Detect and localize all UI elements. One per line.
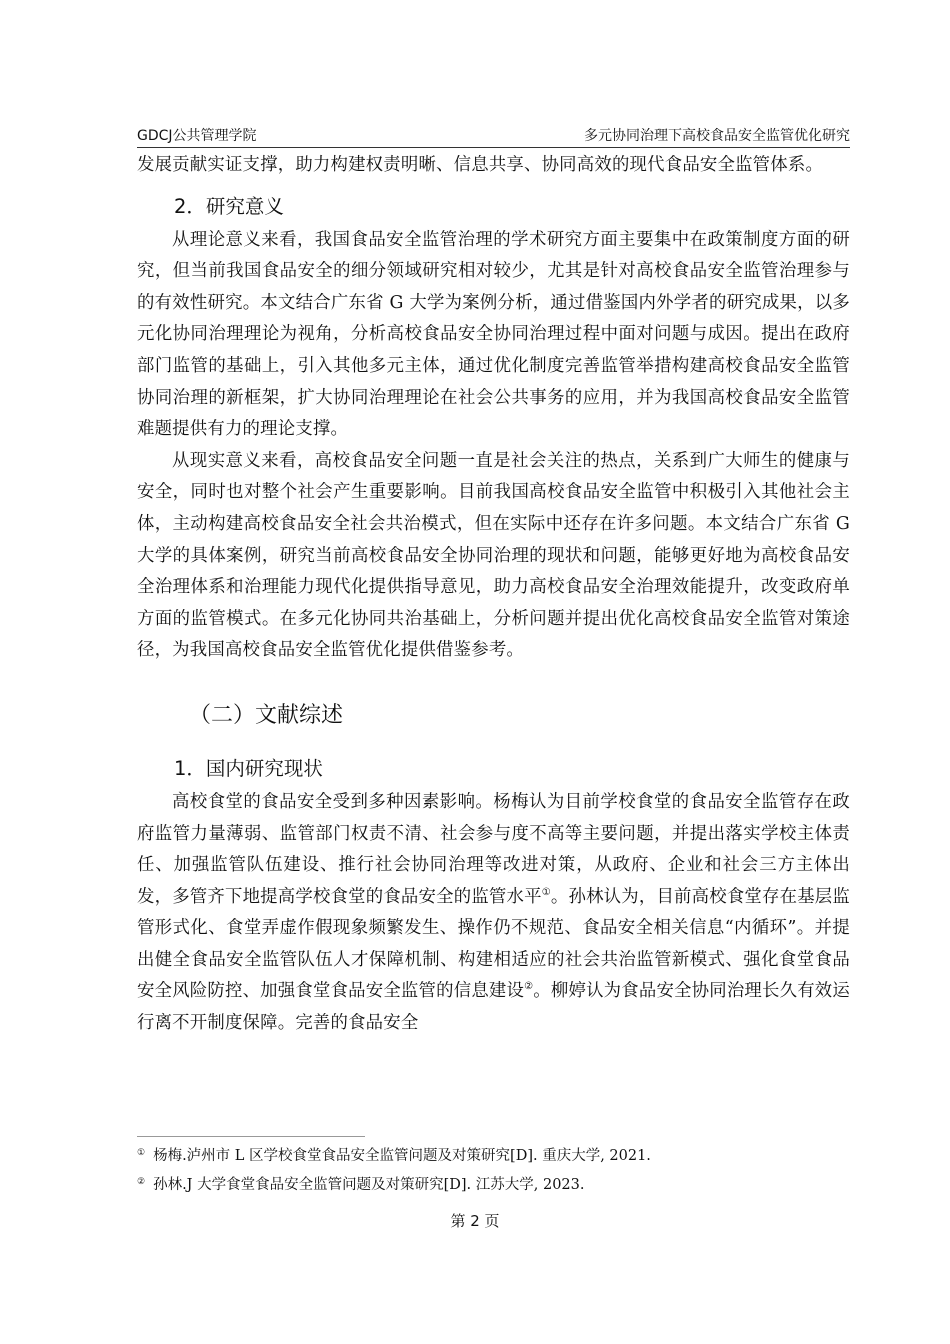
footnote-ref-2[interactable]: ② — [524, 981, 534, 993]
header-title: 多元协同治理下高校食品安全监管优化研究 — [584, 128, 850, 144]
header-divider — [137, 147, 850, 148]
footnote-1 — [137, 1143, 850, 1166]
main-text — [137, 150, 850, 1040]
paragraph-continuation: 发展贡献实证支撑，助力构建权责明晰、信息共享、协同高效的现代食品安全监管体系。 — [137, 155, 824, 175]
paragraph-text-part1: 高校食堂的食品安全受到多种因素影响。杨梅认为目前学校食堂的食品安全监管存在政府监管力量薄弱、监管部门权责不清、社会参与度不高等主要问题，并提出落实学校主体责任、加强监管队伍建设、推行社会协同治理等改进对策，从政府、企业和社会三方主体出发，多管齐下地提高学校食堂的食品安全的监管水平 — [137, 791, 850, 907]
paragraph-theoretical-significance: 从理论意义来看，我国食品安全监管治理的学术研究方面主要集中在政策制度方面的研究，但当前我国食品安全的细分领域研究相对较少，尤其是针对高校食品安全监管治理参与的有效性研究。本文结合广东省 G 大学为案例分析，通过借鉴国内外学者的研究成果，以多元化协同治理理论为视角，分析高校食品安全协同治理过程中面对问题与成因。提出在政府部门监管的基础上，引入其他多元主体，通过优化制度完善监管举措构建高校食品安全监管协同治理的新框架，扩大协同治理理论在社会公共事务的应用，并为我国高校食品安全监管难题提供有力的理论支撑。 — [137, 229, 850, 440]
footnote-text: 杨梅.泸州市 L 区学校食堂食品安全监管问题及对策研究[D]. 重庆大学, 2021. — [153, 1148, 651, 1164]
header-institution: GDCJ公共管理学院 — [137, 128, 257, 144]
footnote-mark: ① — [137, 1148, 146, 1158]
heading-research-significance: 2．研究意义 — [174, 194, 284, 218]
footnote-divider — [137, 1136, 365, 1137]
footnote-mark: ② — [137, 1177, 146, 1187]
footnote-2 — [137, 1172, 850, 1195]
page-header — [137, 125, 850, 147]
paragraph-practical-significance: 从现实意义来看，高校食品安全问题一直是社会关注的热点，关系到广大师生的健康与安全，同时也对整个社会产生重要影响。目前我国高校食品安全监管中积极引入其他社会主体，主动构建高校食品安全社会共治模式，但在实际中还存在许多问题。本文结合广东省 G 大学的具体案例，研究当前高校食品安全协同治理的现状和问题，能够更好地为高校食品安全治理体系和治理能力现代化提供指导意见，助力高校食品安全治理效能提升，改变政府单方面的监管模式。在多元化协同共治基础上，分析问题并提出优化高校食品安全监管对策途径，为我国高校食品安全监管优化提供借鉴参考。 — [137, 450, 850, 661]
page-number: 第 2 页 — [450, 1212, 500, 1230]
footnote-text: 孙林.J 大学食堂食品安全监管问题及对策研究[D]. 江苏大学, 2023. — [153, 1177, 585, 1193]
paragraph-domestic-research — [137, 787, 850, 1040]
footnote-ref-1[interactable]: ① — [541, 886, 551, 898]
paragraph-text-part2: 。孙林认为，目前高校食堂存在基层监管形式化、食堂弄虚作假现象频繁发生、操作仍不规范、食品安全相关信息“内循环”。并提出健全食品安全监管队伍人才保障机制、构建相适应的社会共治监管新模式、强化食堂食品安全风险防控、加强食堂食品安全监管的信息建设 — [137, 886, 850, 1002]
heading-domestic-research: 1．国内研究现状 — [174, 756, 323, 780]
heading-literature-review: （二）文献综述 — [189, 702, 344, 728]
paragraph-text-part3: 。柳婷认为食品安全协同治理长久有效运行离不开制度保障。完善的食品安全 — [137, 981, 850, 1034]
